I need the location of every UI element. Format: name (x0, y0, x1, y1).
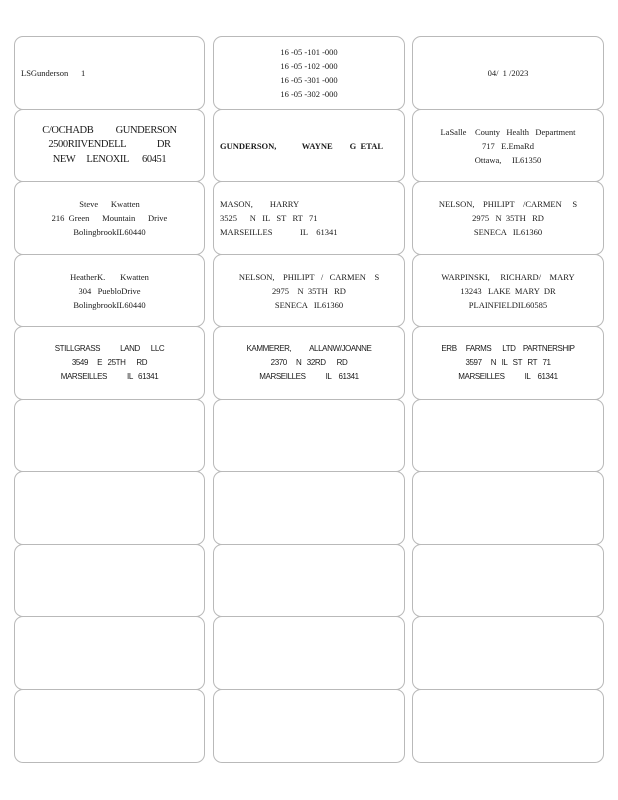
label-cell-empty (412, 399, 604, 472)
label-line: HeatherK. Kwatten (70, 271, 149, 282)
label-line: 04/ 1 /2023 (487, 68, 529, 78)
label-line: NELSON, PHILIPT / CARMEN S (238, 271, 380, 282)
label-cell-11 (213, 254, 405, 327)
label-line: 2370 N 32RD RD (270, 358, 348, 367)
label-line: BolingbrookIL60440 (73, 299, 146, 310)
label-cell-3 (412, 36, 604, 110)
label-line: SENECA IL61360 (473, 227, 543, 237)
label-cell-8 (213, 181, 405, 255)
label-line: WARPINSKI, RICHARD/ MARY (441, 271, 575, 282)
label-line: 16 -05 -101 -000 (280, 47, 338, 57)
label-line: GUNDERSON, WAYNE G ETAL (220, 140, 384, 151)
label-line: KAMMERER, ALLANW/JOANNE (246, 344, 372, 353)
label-line: 3525 N IL ST RT 71 (220, 213, 318, 223)
label-cell-7 (14, 181, 205, 255)
label-line: LSGunderson 1 (21, 68, 86, 78)
label-cell-15 (412, 326, 604, 400)
label-line: MARSEILLES IL 61341 (60, 372, 159, 381)
label-line: LaSalle County Health Department (440, 126, 576, 137)
label-cell-empty (213, 689, 405, 763)
label-line: SENECA IL61360 (274, 299, 344, 310)
label-line: 2975 N 35TH RD (472, 213, 544, 223)
label-cell-2 (213, 36, 405, 110)
label-line: NELSON, PHILIPT /CARMEN S (438, 199, 578, 209)
label-cell-9 (412, 181, 604, 255)
label-cell-empty (14, 616, 205, 690)
label-line: 2975 N 35TH RD (272, 285, 346, 296)
label-cell-empty (213, 544, 405, 617)
label-line: PLAINFIELDIL60585 (468, 299, 548, 310)
label-cell-empty (412, 616, 604, 690)
label-line: ERB FARMS LTD PARTNERSHIP (441, 344, 575, 353)
label-cell-empty (14, 471, 205, 545)
label-line: MARSEILLES IL 61341 (458, 372, 558, 381)
label-cell-empty (412, 689, 604, 763)
label-line: STILLGRASS LAND LLC (54, 344, 165, 353)
label-cell-14 (213, 326, 405, 400)
label-line: C/OCHADB GUNDERSON (42, 124, 177, 136)
label-cell-empty (412, 544, 604, 617)
label-line: NEW LENOXIL 60451 (52, 153, 167, 165)
label-line: BolingbrookIL60440 (73, 227, 146, 237)
label-line: 216 Green Mountain Drive (51, 213, 168, 223)
label-cell-empty (14, 544, 205, 617)
label-cell-empty (14, 689, 205, 763)
label-cell-empty (412, 471, 604, 545)
label-line: 717 E.EmaRd (482, 140, 534, 151)
label-line: Ottawa, IL61350 (474, 154, 542, 165)
label-cell-10 (14, 254, 205, 327)
label-cell-13 (14, 326, 205, 400)
label-cell-12 (412, 254, 604, 327)
label-line: 16 -05 -102 -000 (280, 61, 338, 71)
label-line: MARSEILLES IL 61341 (220, 227, 338, 237)
label-line: 3549 E 25TH RD (71, 358, 148, 367)
label-cell-empty (213, 399, 405, 472)
label-line: Steve Kwatten (79, 199, 140, 209)
label-line: 304 PuebloDrive (78, 285, 141, 296)
label-line: 16 -05 -301 -000 (280, 75, 338, 85)
label-cell-6 (412, 109, 604, 182)
label-cell-empty (14, 399, 205, 472)
label-line: 16 -05 -302 -000 (280, 89, 338, 99)
label-line: MASON, HARRY (220, 199, 300, 209)
label-line: MARSEILLES IL 61341 (259, 372, 359, 381)
label-cell-5 (213, 109, 405, 182)
label-line: 13243 LAKE MARY DR (460, 285, 556, 296)
label-cell-empty (213, 616, 405, 690)
label-line: 2500RIIVENDELL DR (48, 139, 171, 151)
label-cell-empty (213, 471, 405, 545)
label-line: 3597 N IL ST RT 71 (465, 358, 551, 367)
label-cell-4 (14, 109, 205, 182)
label-cell-1 (14, 36, 205, 110)
